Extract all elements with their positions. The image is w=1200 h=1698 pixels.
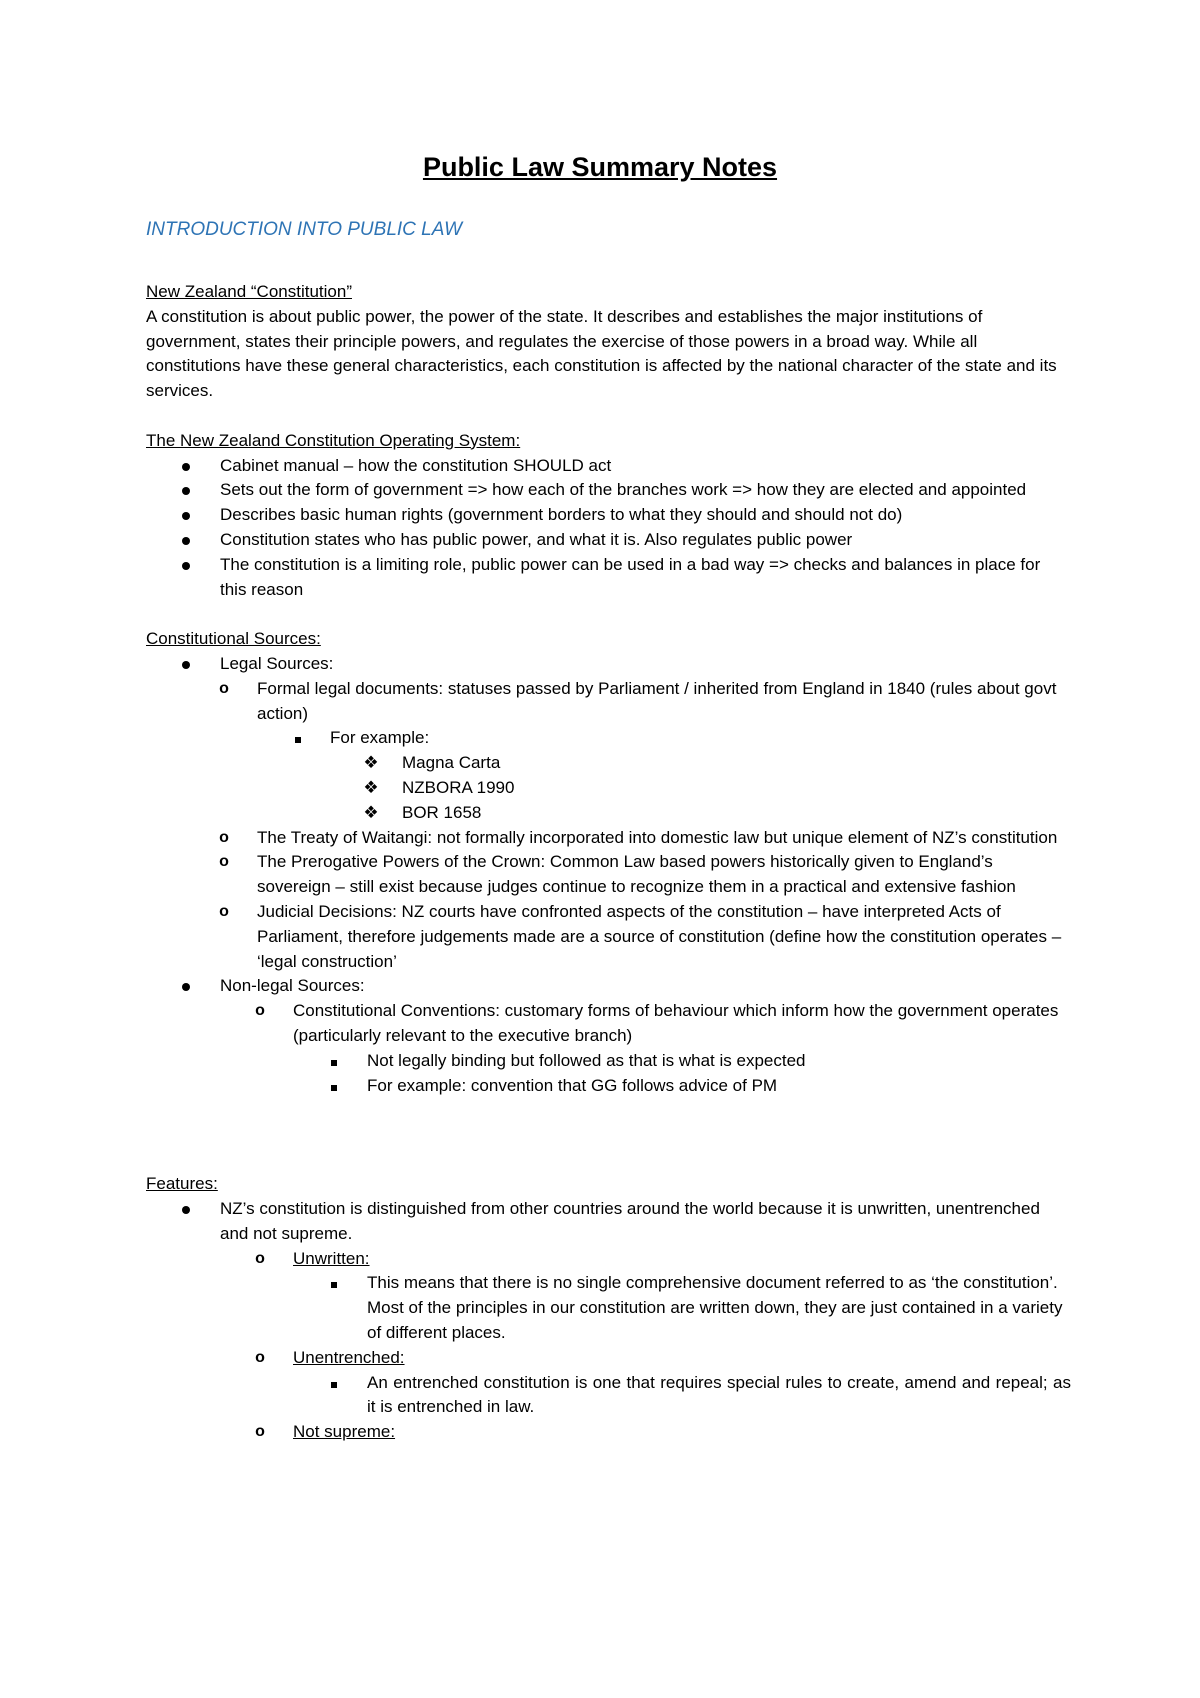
bullet-icon	[174, 503, 198, 528]
bullet-icon	[174, 974, 198, 999]
list-item-example: ❖ BOR 1658	[146, 801, 1071, 826]
list-item: Describes basic human rights (government borders to what they should and should not do)	[146, 503, 1071, 528]
circle-bullet-icon: o	[219, 679, 229, 697]
list-item-unwritten: o Unwritten:	[146, 1247, 1071, 1272]
list-item-unentrenched: o Unentrenched:	[146, 1346, 1071, 1371]
section-heading: INTRODUCTION INTO PUBLIC LAW	[146, 219, 462, 240]
operating-system-heading: The New Zealand Constitution Operating System:	[146, 430, 521, 450]
square-bullet-icon	[286, 726, 310, 751]
circle-bullet-icon: o	[255, 1348, 265, 1366]
diamond-bullet-icon: ❖	[363, 777, 379, 797]
bullet-icon	[174, 652, 198, 677]
list-item: The constitution is a limiting role, public power can be used in a bad way => checks and balances in place for this reason	[146, 553, 1071, 603]
nz-constitution-heading: New Zealand “Constitution”	[146, 282, 352, 301]
list-item: Not legally binding but followed as that is what is expected	[146, 1049, 1071, 1074]
square-bullet-icon	[322, 1049, 346, 1074]
square-bullet-icon	[322, 1074, 346, 1099]
list-item-prerogative: o The Prerogative Powers of the Crown: Common Law based powers historically given to England’s sovereign – still exist because judges continue to recognize them in a practical and extensive fashion	[146, 850, 1071, 900]
circle-bullet-icon: o	[219, 853, 229, 871]
list-item: This means that there is no single comprehensive document referred to as ‘the constitution’. Most of the principles in our constitution are written down, they are just contained in a variety of different places.	[146, 1271, 1071, 1345]
bullet-icon	[174, 1197, 198, 1222]
list-item-example: ❖ NZBORA 1990	[146, 776, 1071, 801]
circle-bullet-icon: o	[255, 1423, 265, 1441]
bullet-icon	[174, 528, 198, 553]
list-item: Constitution states who has public power, and what it is. Also regulates public power	[146, 528, 1071, 553]
diamond-bullet-icon: ❖	[363, 753, 379, 773]
circle-bullet-icon: o	[255, 1002, 265, 1020]
list-item-for-example: For example:	[146, 726, 1071, 751]
sources-heading: Constitutional Sources:	[146, 629, 321, 649]
circle-bullet-icon: o	[255, 1249, 265, 1267]
square-bullet-icon	[322, 1371, 346, 1396]
nz-constitution-paragraph: A constitution is about public power, the power of the state. It describes and establishes the major institutions of government, states their principle powers, and regulates the exercise of those powers in a broad way. While all constitutions have these general characteristics, each constitution is affected by the national character of the state and its services.	[146, 306, 1057, 401]
list-item: For example: convention that GG follows advice of PM	[146, 1074, 1071, 1099]
diamond-bullet-icon: ❖	[363, 802, 379, 822]
list-item-formal: o Formal legal documents: statuses passed by Parliament / inherited from England in 1840 (rules about govt action)	[146, 677, 1071, 727]
list-item: Cabinet manual – how the constitution SHOULD act	[146, 454, 1071, 479]
list-item-treaty: o The Treaty of Waitangi: not formally incorporated into domestic law but unique element of NZ’s constitution	[146, 826, 1071, 851]
list-item-legal-sources: Legal Sources:	[146, 652, 1071, 677]
list-item-conventions: o Constitutional Conventions: customary forms of behaviour which inform how the government operates (particularly relevant to the executive branch)	[146, 999, 1071, 1049]
bullet-icon	[174, 454, 198, 479]
square-bullet-icon	[322, 1271, 346, 1296]
list-item-judicial: o Judicial Decisions: NZ courts have confronted aspects of the constitution – have interpreted Acts of Parliament, therefore judgements made are a source of constitution (define how the constitution operates – ‘legal construction’	[146, 900, 1071, 974]
bullet-icon	[174, 478, 198, 503]
circle-bullet-icon: o	[219, 902, 229, 920]
features-heading: Features:	[146, 1174, 218, 1194]
list-item: An entrenched constitution is one that requires special rules to create, amend and repeal; as it is entrenched in law.	[146, 1371, 1071, 1421]
page-title: Public Law Summary Notes	[422, 152, 778, 182]
list-item-not-supreme: o Not supreme:	[146, 1420, 1071, 1445]
circle-bullet-icon: o	[219, 828, 229, 846]
list-item-features-intro: NZ’s constitution is distinguished from other countries around the world because it is unwritten, unentrenched and not supreme.	[146, 1197, 1071, 1247]
bullet-icon	[174, 553, 198, 578]
document-body	[146, 280, 1071, 1445]
list-item-non-legal-sources: Non-legal Sources:	[146, 974, 1071, 999]
list-item-example: ❖ Magna Carta	[146, 751, 1071, 776]
list-item: Sets out the form of government => how each of the branches work => how they are elected and appointed	[146, 478, 1071, 503]
